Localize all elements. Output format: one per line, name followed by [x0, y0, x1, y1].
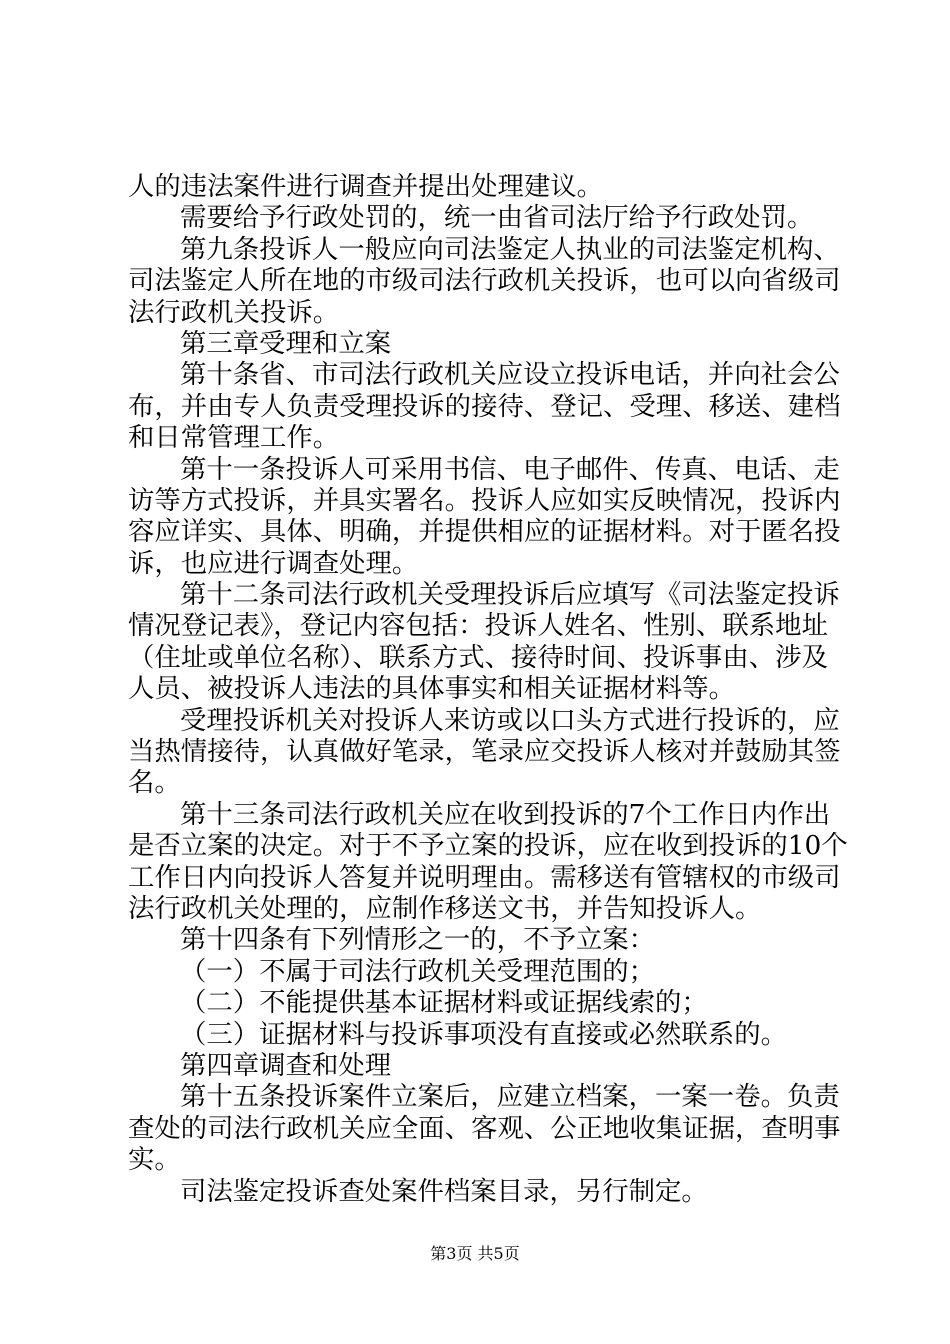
text-line: 人的违法案件进行调查并提出处理建议。	[128, 171, 604, 202]
text-line: 布，并由专人负责受理投诉的接待、登记、受理、移送、建档	[128, 390, 841, 422]
text-line: （三）证据材料与投诉事项没有直接或必然联系的。	[180, 1018, 787, 1050]
text-line: 工作日内向投诉人答复并说明理由。需移送有管辖权的市级司	[128, 861, 841, 893]
text-line: 司法鉴定投诉查处案件档案目录，另行制定。	[180, 1175, 708, 1207]
text-line: 第十四条有下列情形之一的，不予立案：	[180, 924, 656, 956]
text-line: 是否立案的决定。对于不予立案的投诉，应在收到投诉的10个	[128, 830, 848, 862]
text-line: 实。	[128, 1144, 181, 1176]
text-line: （一）不属于司法行政机关受理范围的；	[180, 955, 656, 987]
text-line: （住址或单位名称）、联系方式、接待时间、投诉事由、涉及	[128, 641, 828, 673]
text-line: 人员、被投诉人违法的具体事实和相关证据材料等。	[128, 673, 735, 705]
text-line: 访等方式投诉，并具实署名。投诉人应如实反映情况，投诉内	[128, 484, 841, 516]
text-line: 诉，也应进行调查处理。	[128, 547, 419, 579]
text-line: 当热情接待，认真做好笔录，笔录应交投诉人核对并鼓励其签	[128, 736, 841, 768]
text-line: 第九条投诉人一般应向司法鉴定人执业的司法鉴定机构、	[180, 233, 840, 265]
page-footer	[0, 1244, 950, 1264]
text-line: 需要给予行政处罚的，统一由省司法厅给予行政处罚。	[180, 202, 814, 234]
text-line: 第三章受理和立案	[180, 327, 392, 359]
text-line: 第十二条司法行政机关受理投诉后应填写《司法鉴定投诉	[180, 579, 840, 611]
text-line: （二）不能提供基本证据材料或证据线索的；	[180, 987, 708, 1019]
text-line: 法行政机关投诉。	[128, 296, 340, 328]
text-line: 第十一条投诉人可采用书信、电子邮件、传真、电话、走	[180, 453, 840, 485]
text-line: 情况登记表》，登记内容包括：投诉人姓名、性别、联系地址	[128, 610, 828, 642]
text-line: 第四章调查和处理	[180, 1049, 392, 1081]
text-line: 受理投诉机关对投诉人来访或以口头方式进行投诉的，应	[180, 704, 840, 736]
text-line: 司法鉴定人所在地的市级司法行政机关投诉，也可以向省级司	[128, 265, 841, 297]
text-line: 查处的司法行政机关应全面、客观、公正地收集证据，查明事	[128, 1112, 841, 1144]
text-line: 容应详实、具体、明确，并提供相应的证据材料。对于匿名投	[128, 516, 841, 548]
text-line: 第十三条司法行政机关应在收到投诉的7个工作日内作出	[180, 798, 831, 830]
text-line: 法行政机关处理的，应制作移送文书，并告知投诉人。	[128, 892, 762, 924]
text-line: 和日常管理工作。	[128, 422, 340, 454]
text-line: 名。	[128, 767, 181, 799]
document-body	[128, 171, 848, 1207]
text-line: 第十条省、市司法行政机关应设立投诉电话，并向社会公	[180, 359, 840, 391]
page-number-text: 第3页 共5页	[430, 1244, 520, 1263]
text-line: 第十五条投诉案件立案后，应建立档案，一案一卷。负责	[180, 1081, 840, 1113]
